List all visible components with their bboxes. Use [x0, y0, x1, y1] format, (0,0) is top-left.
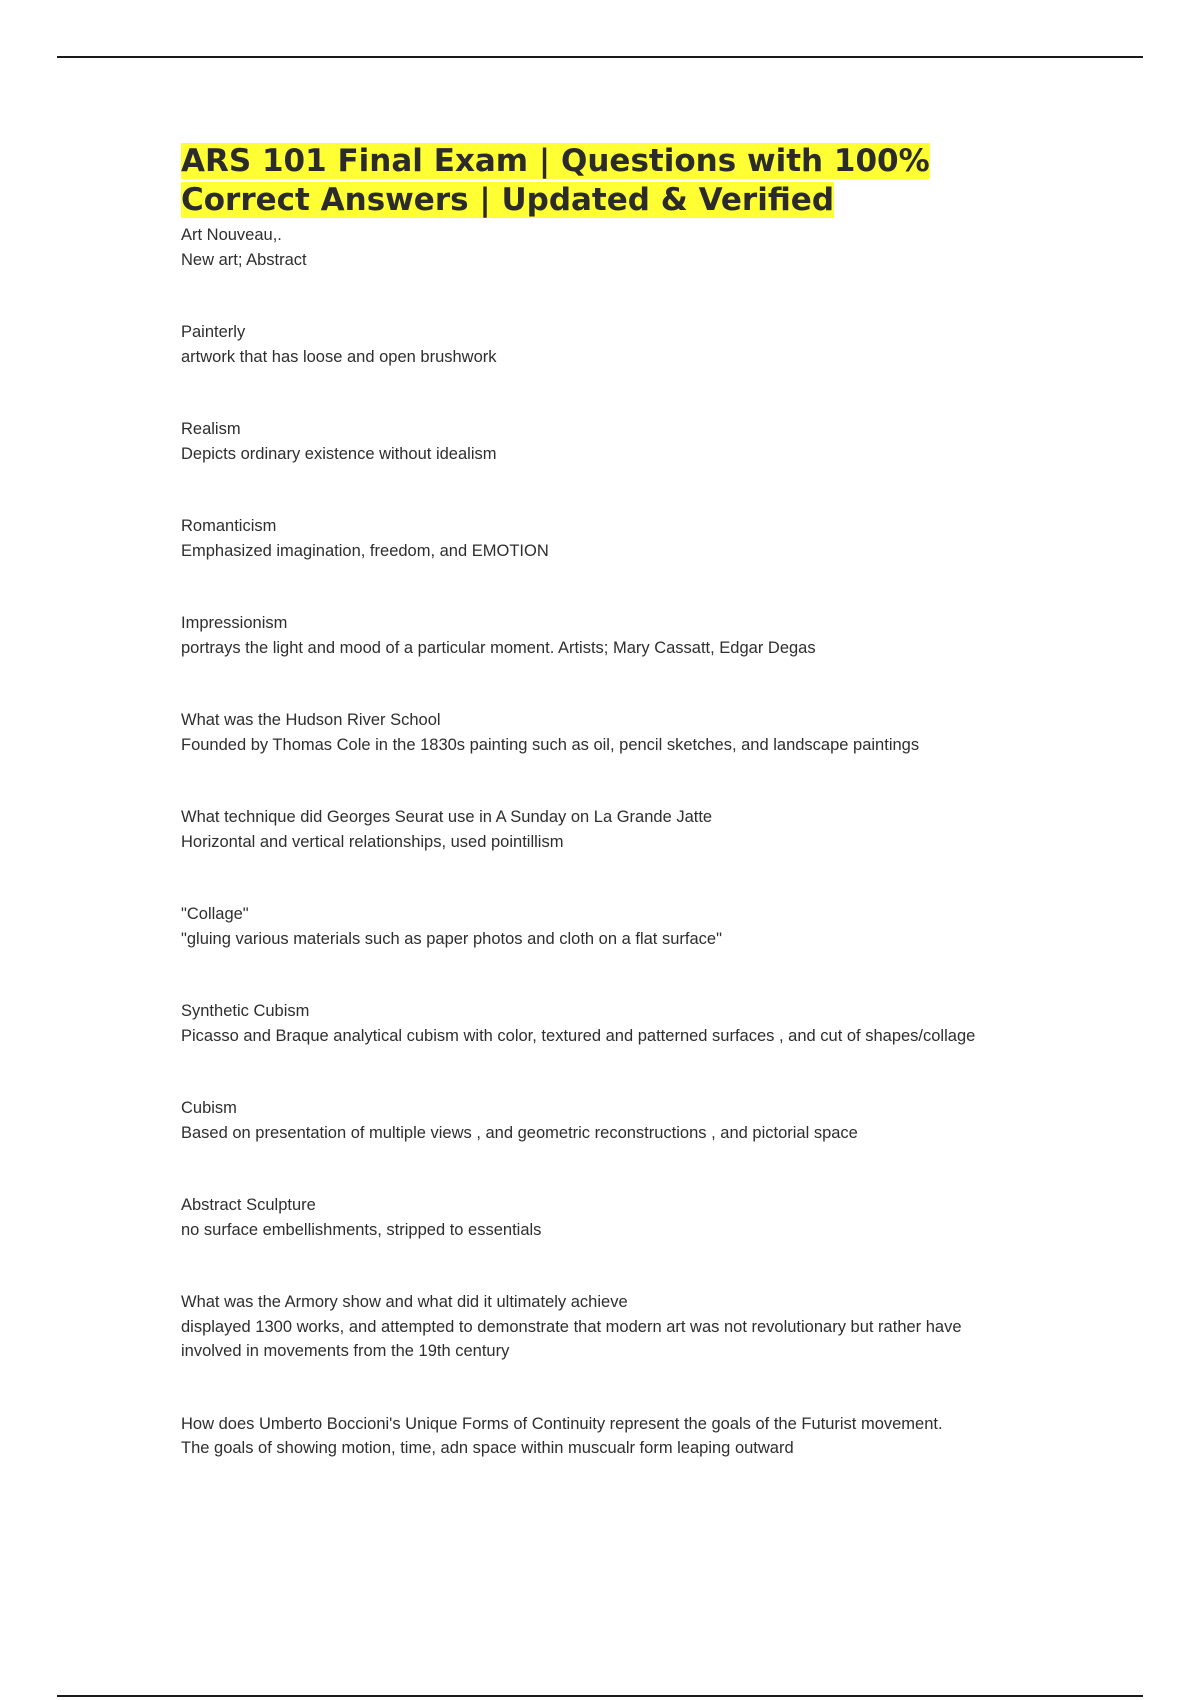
qa-entry [181, 611, 1021, 660]
qa-definition: no surface embellishments, stripped to essentials [181, 1220, 542, 1239]
qa-term: Art Nouveau,. [181, 226, 282, 244]
qa-term: How does Umberto Boccioni's Unique Forms of Continuity represent the goals of the Futurist movement. [181, 1414, 943, 1433]
qa-entry [181, 1412, 1021, 1461]
qa-term: What was the Hudson River School [181, 711, 441, 729]
qa-definition: Based on presentation of multiple views , and geometric reconstructions , and pictorial space [181, 1123, 858, 1142]
qa-term: What technique did Georges Seurat use in A Sunday on La Grande Jatte [181, 808, 713, 826]
top-rule [57, 56, 1143, 58]
qa-definition: Depicts ordinary existence without idealism [181, 444, 497, 463]
qa-definition: displayed 1300 works, and attempted to demonstrate that modern art was not revolutionary but rather have involved in movements from the 19th century [181, 1317, 962, 1360]
qa-term: What was the Armory show and what did it ultimately achieve [181, 1293, 628, 1311]
qa-term: Romanticism [181, 517, 277, 535]
qa-entry [181, 320, 1021, 369]
qa-entry [181, 805, 1021, 854]
qa-entry [181, 708, 1021, 757]
qa-entry [181, 999, 1021, 1048]
qa-entry [181, 223, 1021, 272]
qa-definition: Founded by Thomas Cole in the 1830s painting such as oil, pencil sketches, and landscape paintings [181, 735, 920, 754]
qa-entry [181, 902, 1021, 951]
qa-term: "Collage" [181, 905, 249, 923]
qa-definition: The goals of showing motion, time, adn space within muscualr form leaping outward [181, 1439, 794, 1457]
qa-term: Painterly [181, 323, 246, 341]
qa-entry [181, 417, 1021, 466]
bottom-rule [57, 1695, 1143, 1697]
qa-definition: New art; Abstract [181, 250, 307, 269]
qa-entry [181, 1193, 1021, 1242]
qa-entry [181, 1096, 1021, 1145]
qa-term: Realism [181, 420, 241, 438]
qa-term: Cubism [181, 1099, 237, 1117]
qa-term: Abstract Sculpture [181, 1196, 316, 1214]
qa-entry [181, 1290, 1021, 1364]
qa-definition: portrays the light and mood of a particular moment. Artists; Mary Cassatt, Edgar Degas [181, 638, 816, 657]
document-title [181, 142, 1021, 220]
qa-definition: artwork that has loose and open brushwork [181, 347, 497, 366]
qa-definition: Horizontal and vertical relationships, used pointillism [181, 832, 564, 851]
title-highlight: ARS 101 Final Exam | Questions with 100% Correct Answers | Updated & Verified [181, 143, 930, 218]
qa-definition: "gluing various materials such as paper photos and cloth on a flat surface" [181, 929, 722, 948]
qa-entry [181, 514, 1021, 563]
qa-definition: Emphasized imagination, freedom, and EMOTION [181, 541, 549, 560]
qa-term: Impressionism [181, 614, 288, 632]
qa-definition: Picasso and Braque analytical cubism with color, textured and patterned surfaces , and cut of shapes/collage [181, 1026, 976, 1045]
document-body [181, 142, 1021, 1461]
qa-term: Synthetic Cubism [181, 1002, 310, 1020]
